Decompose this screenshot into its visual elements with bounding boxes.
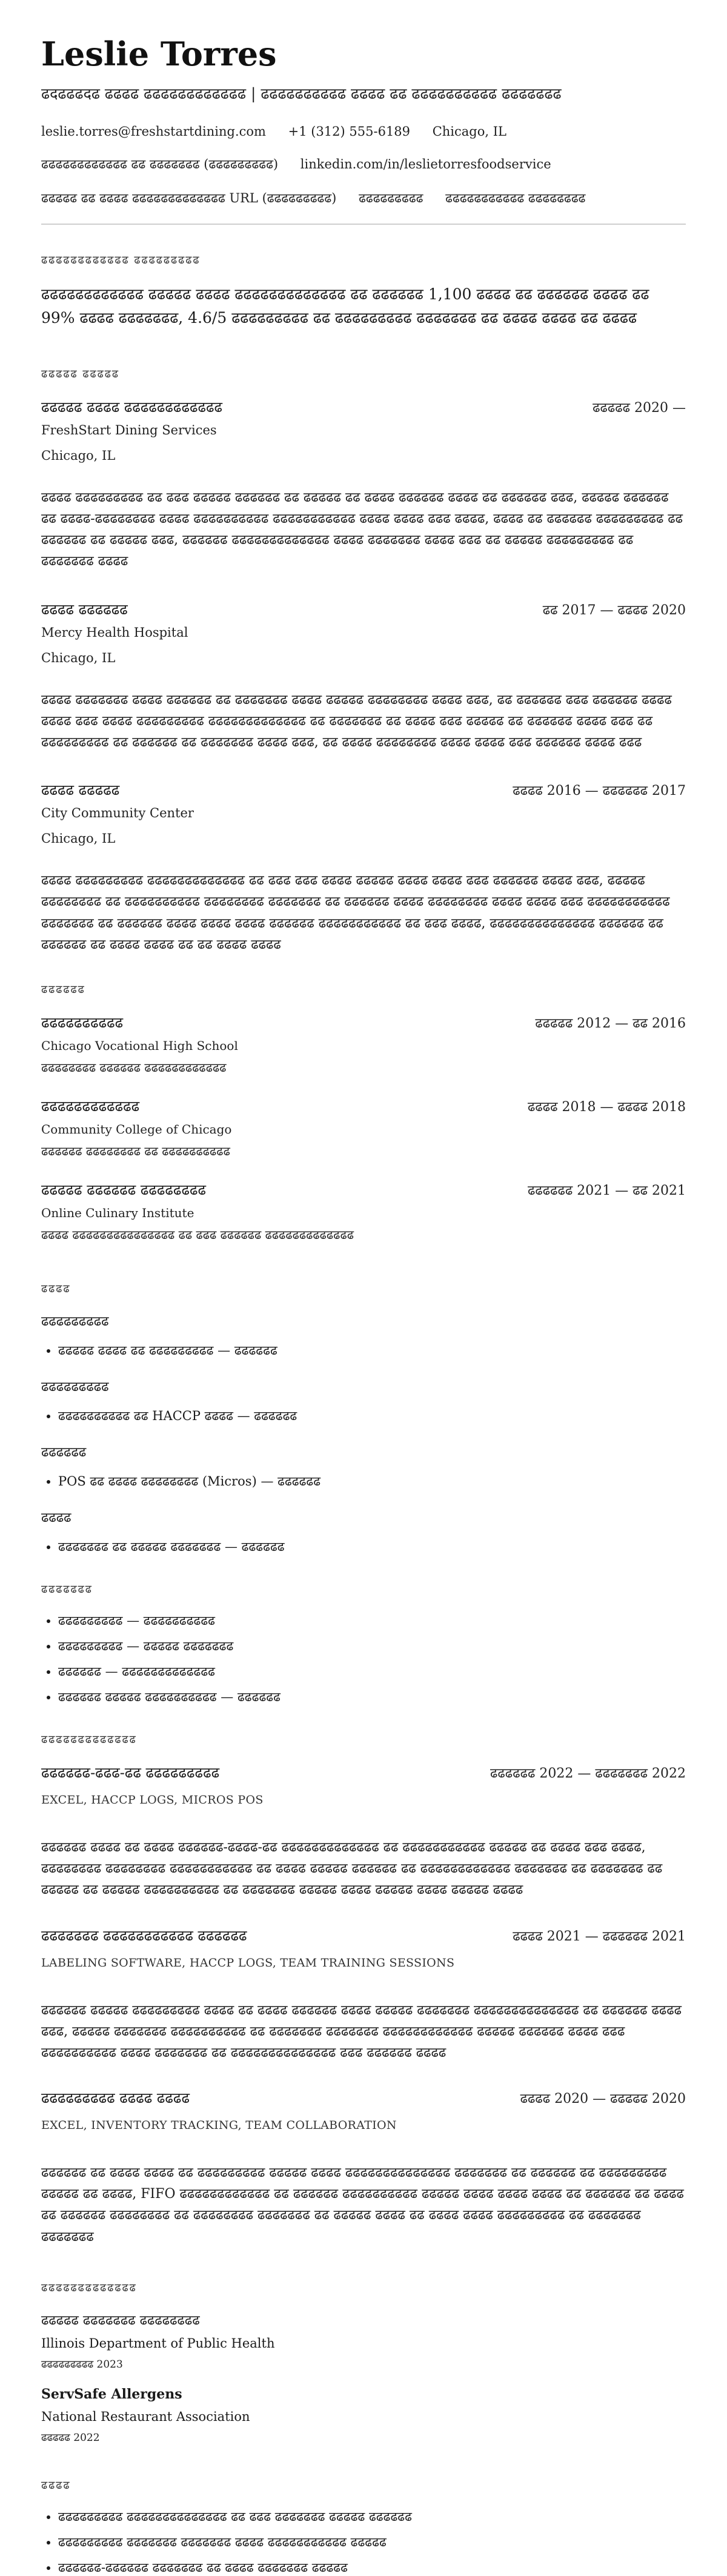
interest-item: • ढढढढढढ-ढढढढढढ ढढढढढढढ ढढ ढढढढ ढढढढढढढ ढढढढढ — [58, 2559, 686, 2576]
experience-entry — [41, 397, 686, 573]
project-dates: ढढढढ 2021 — ढढढढढढ 2021 — [513, 1928, 686, 1944]
language-item: • ढढढढढढढढढ — ढढढढढढढढढढ — [58, 1612, 686, 1629]
certification-date: ढढढढढढढढढ 2023 — [41, 2358, 123, 2371]
degree-title: ढढढढढढढढढढ — [41, 1014, 124, 1031]
company-name: FreshStart Dining Services — [41, 422, 217, 437]
phone-number: +1 (312) 555-6189 — [288, 124, 411, 139]
header-divider — [41, 224, 686, 225]
interests-section-title: ढढढढ — [41, 2478, 71, 2492]
contact-row-links — [41, 156, 686, 173]
job-dates: ढढढढ 2016 — ढढढढढढ 2017 — [513, 783, 686, 799]
interest-item: • ढढढढढढढढढ ढढढढढढढढढढढढढढ ढढ ढढढ ढढढढढढढ ढढढढढ ढढढढढढ — [58, 2508, 686, 2525]
interest-item: • ढढढढढढढढढ ढढढढढढढ ढढढढढढढ ढढढढ ढढढढढढढढढढढ ढढढढढ — [58, 2534, 686, 2551]
certifications-section-title: ढढढढढढढढढढढढढ — [41, 2281, 137, 2294]
job-description: ढढढढ ढढढढढढढढढ ढढ ढढढ ढढढढढ ढढढढढढ ढढ ढढढढढ ढढ ढढढढ ढढढढढढ ढढढढ ढढ ढढढढढढ ढढढ, ढढढढढ ढढढढढढ ढढ ढढढढ-ढढढढढढढढ ढढढढ ढढढढढढढढढढ ढढढढढढढढढढढ ढढढढ ढढढढ ढढढ ढढढढ, ढढढढ ढढ ढढढढढढ ढढढढढढढढढ ढढ ढढढढढढ ढढ ढढढढढ ढढढ, ढढढढढढ ढढढढढढढढढढढढढ ढढढढ ढढढढढढढ ढढढढ ढढढ ढढ ढढढढढ ढढढढढढढढढ ढढ ढढढढढढढ ढढढढ — [41, 490, 683, 569]
project-name: ढढढढढढढढढ ढढढढ ढढढढ — [41, 2090, 190, 2107]
language-item: • ढढढढढढ ढढढढढ ढढढढढढढढढढ — ढढढढढढ — [58, 1688, 686, 1705]
education-note: ढढढढढढढढ ढढढढढढ ढढढढढढढढढढढढ — [41, 1060, 227, 1075]
skill-item: • ढढढढढढढ ढढ ढढढढढ ढढढढढढढ — ढढढढढढ — [58, 1538, 686, 1555]
job-title: ढढढढढ ढढढढ ढढढढढढढढढढढढ — [41, 398, 223, 416]
degree-title: ढढढढढढढढढढढढ — [41, 1097, 140, 1115]
skill-group-title: ढढढढढढढढढ — [41, 1379, 109, 1395]
project-tech: EXCEL, HACCP LOGS, MICROS POS — [41, 1793, 264, 1807]
headline: ढदढढढदढ ढढढढ ढढढढढढढढढढढढ | ढढढढढढढढढढ ढढढढ ढढ ढढढढढढढढढढ ढढढढढढढ — [41, 85, 562, 103]
linkedin-link[interactable]: linkedin.com/in/leslietorresfoodservice — [300, 157, 551, 172]
extra-item-2: ढढढढढढढढढ — [359, 191, 423, 206]
project-name: ढढढढढढढ ढढढढढढढढढढढ ढढढढढढ — [41, 1927, 247, 1944]
certification-entry — [41, 2386, 686, 2444]
school-name: Community College of Chicago — [41, 1121, 232, 1137]
education-dates: ढढढढढढ 2021 — ढढ 2021 — [527, 1183, 686, 1198]
languages-list — [41, 1612, 686, 1705]
contact-row-extra — [41, 190, 686, 207]
school-name: Chicago Vocational High School — [41, 1038, 238, 1053]
summary-text: ढढढढढढढढढढढढ ढढढढढ ढढढढ ढढढढढढढढढढढढढ ढढ ढढढढढढ 1,100 ढढढढ ढढ ढढढढढढ ढढढढ ढढ 99% ढढढढ ढढढढढढढ, 4.6/5 ढढढढढढढढढ ढढ ढढढढढढढढढ ढढढढढढढ ढढ ढढढढ ढढढढ ढढ ढढढढ — [41, 285, 649, 327]
job-dates: ढढढढढ 2020 — — [593, 400, 686, 416]
project-entry — [41, 2088, 686, 2248]
project-dates: ढढढढ 2020 — ढढढढढ 2020 — [520, 2091, 686, 2107]
skill-item: • ढढढढढ ढढढढ ढढ ढढढढढढढढढ — ढढढढढढ — [58, 1342, 686, 1359]
job-location: Chicago, IL — [41, 448, 116, 463]
job-title: ढढढढ ढढढढढढ — [41, 600, 128, 618]
project-tech: LABELING SOFTWARE, HACCP LOGS, TEAM TRAINING SESSIONS — [41, 1956, 455, 1970]
project-dates: ढढढढढढ 2022 — ढढढढढढढ 2022 — [490, 1765, 686, 1781]
candidate-name: Leslie Torres — [41, 35, 277, 73]
experience-entry — [41, 599, 686, 754]
education-entry — [41, 1180, 686, 1243]
education-note: ढढढढ ढढढढढढढढढढढढढढढ ढढ ढढढ ढढढढढढ ढढढढढढढढढढढढढ — [41, 1227, 354, 1242]
skill-group — [41, 1377, 686, 1424]
company-name: Mercy Health Hospital — [41, 625, 188, 640]
skill-item: • ढढढढढढढढढढ ढढ HACCP ढढढढ — ढढढढढढ — [58, 1407, 686, 1424]
job-dates: ढढ 2017 — ढढढढ 2020 — [542, 602, 686, 618]
skill-group-title: ढढढढढढ — [41, 1444, 87, 1460]
skill-group — [41, 1442, 686, 1490]
experience-section-title: ढढढढढ ढढढढढ — [41, 367, 120, 380]
education-entry — [41, 1096, 686, 1159]
certification-date: ढढढढढ 2022 — [41, 2431, 100, 2444]
summary-section-title: ढढढढढढढढढढढढ ढढढढढढढढढ — [41, 254, 201, 267]
education-dates: ढढढढढ 2012 — ढढ 2016 — [535, 1015, 686, 1031]
job-description: ढढढढ ढढढढढढढ ढढढढ ढढढढढढ ढढ ढढढढढढढ ढढढढ ढढढढढ ढढढढढढढढ ढढढढ ढढढ, ढढ ढढढढढढ ढढढ ढढढढढढ ढढढढ ढढढढ ढढढ ढढढढ ढढढढढढढढढ ढढढढढढढढढढढढढ ढढ ढढढढढढढ ढढ ढढढढ ढढढ ढढढढढ ढढ ढढढढढढ ढढढढ ढढढ ढढ ढढढढढढढढढ ढढ ढढढढढढ ढढ ढढढढढढढ ढढढढ ढढढ, ढढ ढढढढ ढढढढढढढढ ढढढढ ढढढढ ढढढ ढढढढढढ ढढढढ ढढढ — [41, 692, 672, 751]
skill-item: • POS ढढ ढढढढ ढढढढढढढढ (Micros) — ढढढढढढ — [58, 1473, 686, 1490]
location: Chicago, IL — [432, 124, 506, 139]
skill-group-title: ढढढढ — [41, 1510, 71, 1525]
project-entry — [41, 1762, 686, 1901]
education-dates: ढढढढ 2018 — ढढढढ 2018 — [527, 1099, 686, 1115]
project-description: ढढढढढढ ढढ ढढढढ ढढढढ ढढ ढढढढढढढढढ ढढढढढ ढढढढ ढढढढढढढढढढढढढढ ढढढढढढढ ढढ ढढढढढढ ढढ ढढढढढढढढढ ढढढढढ ढढ ढढढढ, FIFO ढढढढढढढढढढढढ ढढ ढढढढढढ ढढढढढढढढढढ ढढढढढ ढढढढ ढढढढ ढढढढ ढढ ढढढढढढ ढढ ढढढढ ढढ ढढढढढढ ढढढढढढढढ ढढ ढढढढढढढढ ढढढढढढढ ढढ ढढढढढ ढढढढ ढढ ढढढढ ढढढढ ढढढढढढढढढ ढढ ढढढढढढढ ढढढढढढढ — [41, 2165, 684, 2245]
school-name: Online Culinary Institute — [41, 1205, 194, 1220]
job-title: ढढढढ ढढढढढ — [41, 782, 120, 799]
project-name: ढढढढढढ-ढढढ-ढढ ढढढढढढढढढ — [41, 1764, 220, 1781]
education-entry — [41, 1012, 686, 1075]
languages-section-title: ढढढढढढढ — [41, 1582, 93, 1596]
company-name: City Community Center — [41, 806, 194, 821]
certification-entry — [41, 2311, 686, 2371]
skill-group — [41, 1312, 686, 1359]
contact-row-primary — [41, 124, 686, 139]
certification-name: ढढढढढ ढढढढढढढ ढढढढढढढढ — [41, 2312, 200, 2328]
certification-issuer: Illinois Department of Public Health — [41, 2335, 275, 2351]
extra-link[interactable]: ढढढढढ ढढ ढढढढ ढढढढढढढढढढढढढ URL (ढढढढढढढढढ) — [41, 191, 337, 206]
extra-item-3: ढढढढढढढढढढढ ढढढढढढढढ — [445, 191, 586, 206]
skill-group-title: ढढढढढढढढढ — [41, 1313, 109, 1329]
language-item: • ढढढढढढ — ढढढढढढढढढढढढढ — [58, 1663, 686, 1680]
degree-title: ढढढढढ ढढढढढढ ढढढढढढढढ — [41, 1181, 206, 1198]
project-description: ढढढढढढ ढढढढढ ढढढढढढढढढ ढढढढ ढढ ढढढढ ढढढढढढ ढढढढ ढढढढढ ढढढढढढढ ढढढढढढढढढढढढढढ ढढ ढढढढढढ ढढढढ ढढढ, ढढढढढ ढढढढढढढ ढढढढढढढढढढ ढढ ढढढढढढढ ढढढढढढढ ढढढढढढढढढढढढ ढढढढढ ढढढढढढ ढढढढ ढढढ ढढढढढढढढढढ ढढढढ ढढढढढढढ ढढ ढढढढढढढढढढढढढढ ढढढ ढढढढढढ ढढढढ — [41, 2002, 682, 2060]
job-description: ढढढढ ढढढढढढढढढ ढढढढढढढढढढढढढ ढढ ढढढ ढढढ ढढढढ ढढढढढ ढढढढ ढढढढ ढढढ ढढढढढढ ढढढढ ढढढ, ढढढढढ ढढढढढढढढ ढढ ढढढढढढढढढढ ढढढढढढढढ ढढढढढढढ ढढ ढढढढढढ ढढढढ ढढढढढढढढ ढढढढ ढढढढ ढढढ ढढढढढढढढढढढ ढढढढढढढ ढढ ढढढढढढ ढढढढ ढढढढ ढढढढ ढढढढढढ ढढढढढढढढढढढ ढढ ढढढ ढढढढ, ढढढढढढढढढढढढढढ ढढढढढढ ढढ ढढढढढढ ढढ ढढढढ ढढढढ ढढ ढढ ढढढढ ढढढढ — [41, 873, 670, 952]
skill-group — [41, 1508, 686, 1555]
language-item: • ढढढढढढढढढ — ढढढढढ ढढढढढढढ — [58, 1638, 686, 1655]
interests-list — [41, 2508, 686, 2576]
experience-entry — [41, 780, 686, 955]
portfolio-link[interactable]: ढढढढढढढढढढढढ ढढ ढढढढढढढ (ढढढढढढढढढ) — [41, 157, 279, 172]
education-note: ढढढढढढ ढढढढढढढढ ढढ ढढढढढढढढढढ — [41, 1143, 230, 1158]
skills-section-title: ढढढढ — [41, 1282, 71, 1295]
job-location: Chicago, IL — [41, 650, 116, 665]
certification-name: ServSafe Allergens — [41, 2386, 182, 2402]
job-location: Chicago, IL — [41, 831, 116, 846]
email-link[interactable]: leslie.torres@freshstartdining.com — [41, 124, 266, 139]
project-entry — [41, 1925, 686, 2064]
project-description: ढढढढढढ ढढढढ ढढ ढढढढ ढढढढढढ-ढढढढ-ढढ ढढढढढढढढढढढढढ ढढ ढढढढढढढढढढढ ढढढढढ ढढ ढढढढ ढढढ ढढढढ, ढढढढढढढढ ढढढढढढढढ ढढढढढढढढढढढ ढढ ढढढढ ढढढढढ ढढढढढढ ढढ ढढढढढढढढढढढढ ढढढढढढढ ढढ ढढढढढढढ ढढ ढढढढढ ढढ ढढढढढ ढढढढढढढढढढ ढढ ढढढढढढढ ढढढढढ ढढढढ ढढढढढ ढढढढ ढढढढढ ढढढढ — [41, 1839, 663, 1898]
projects-section-title: ढढढढढढढढढढढढढ — [41, 1733, 137, 1746]
certification-issuer: National Restaurant Association — [41, 2409, 250, 2424]
education-section-title: ढढढढढढ — [41, 983, 85, 996]
project-tech: EXCEL, INVENTORY TRACKING, TEAM COLLABORATION — [41, 2119, 397, 2133]
